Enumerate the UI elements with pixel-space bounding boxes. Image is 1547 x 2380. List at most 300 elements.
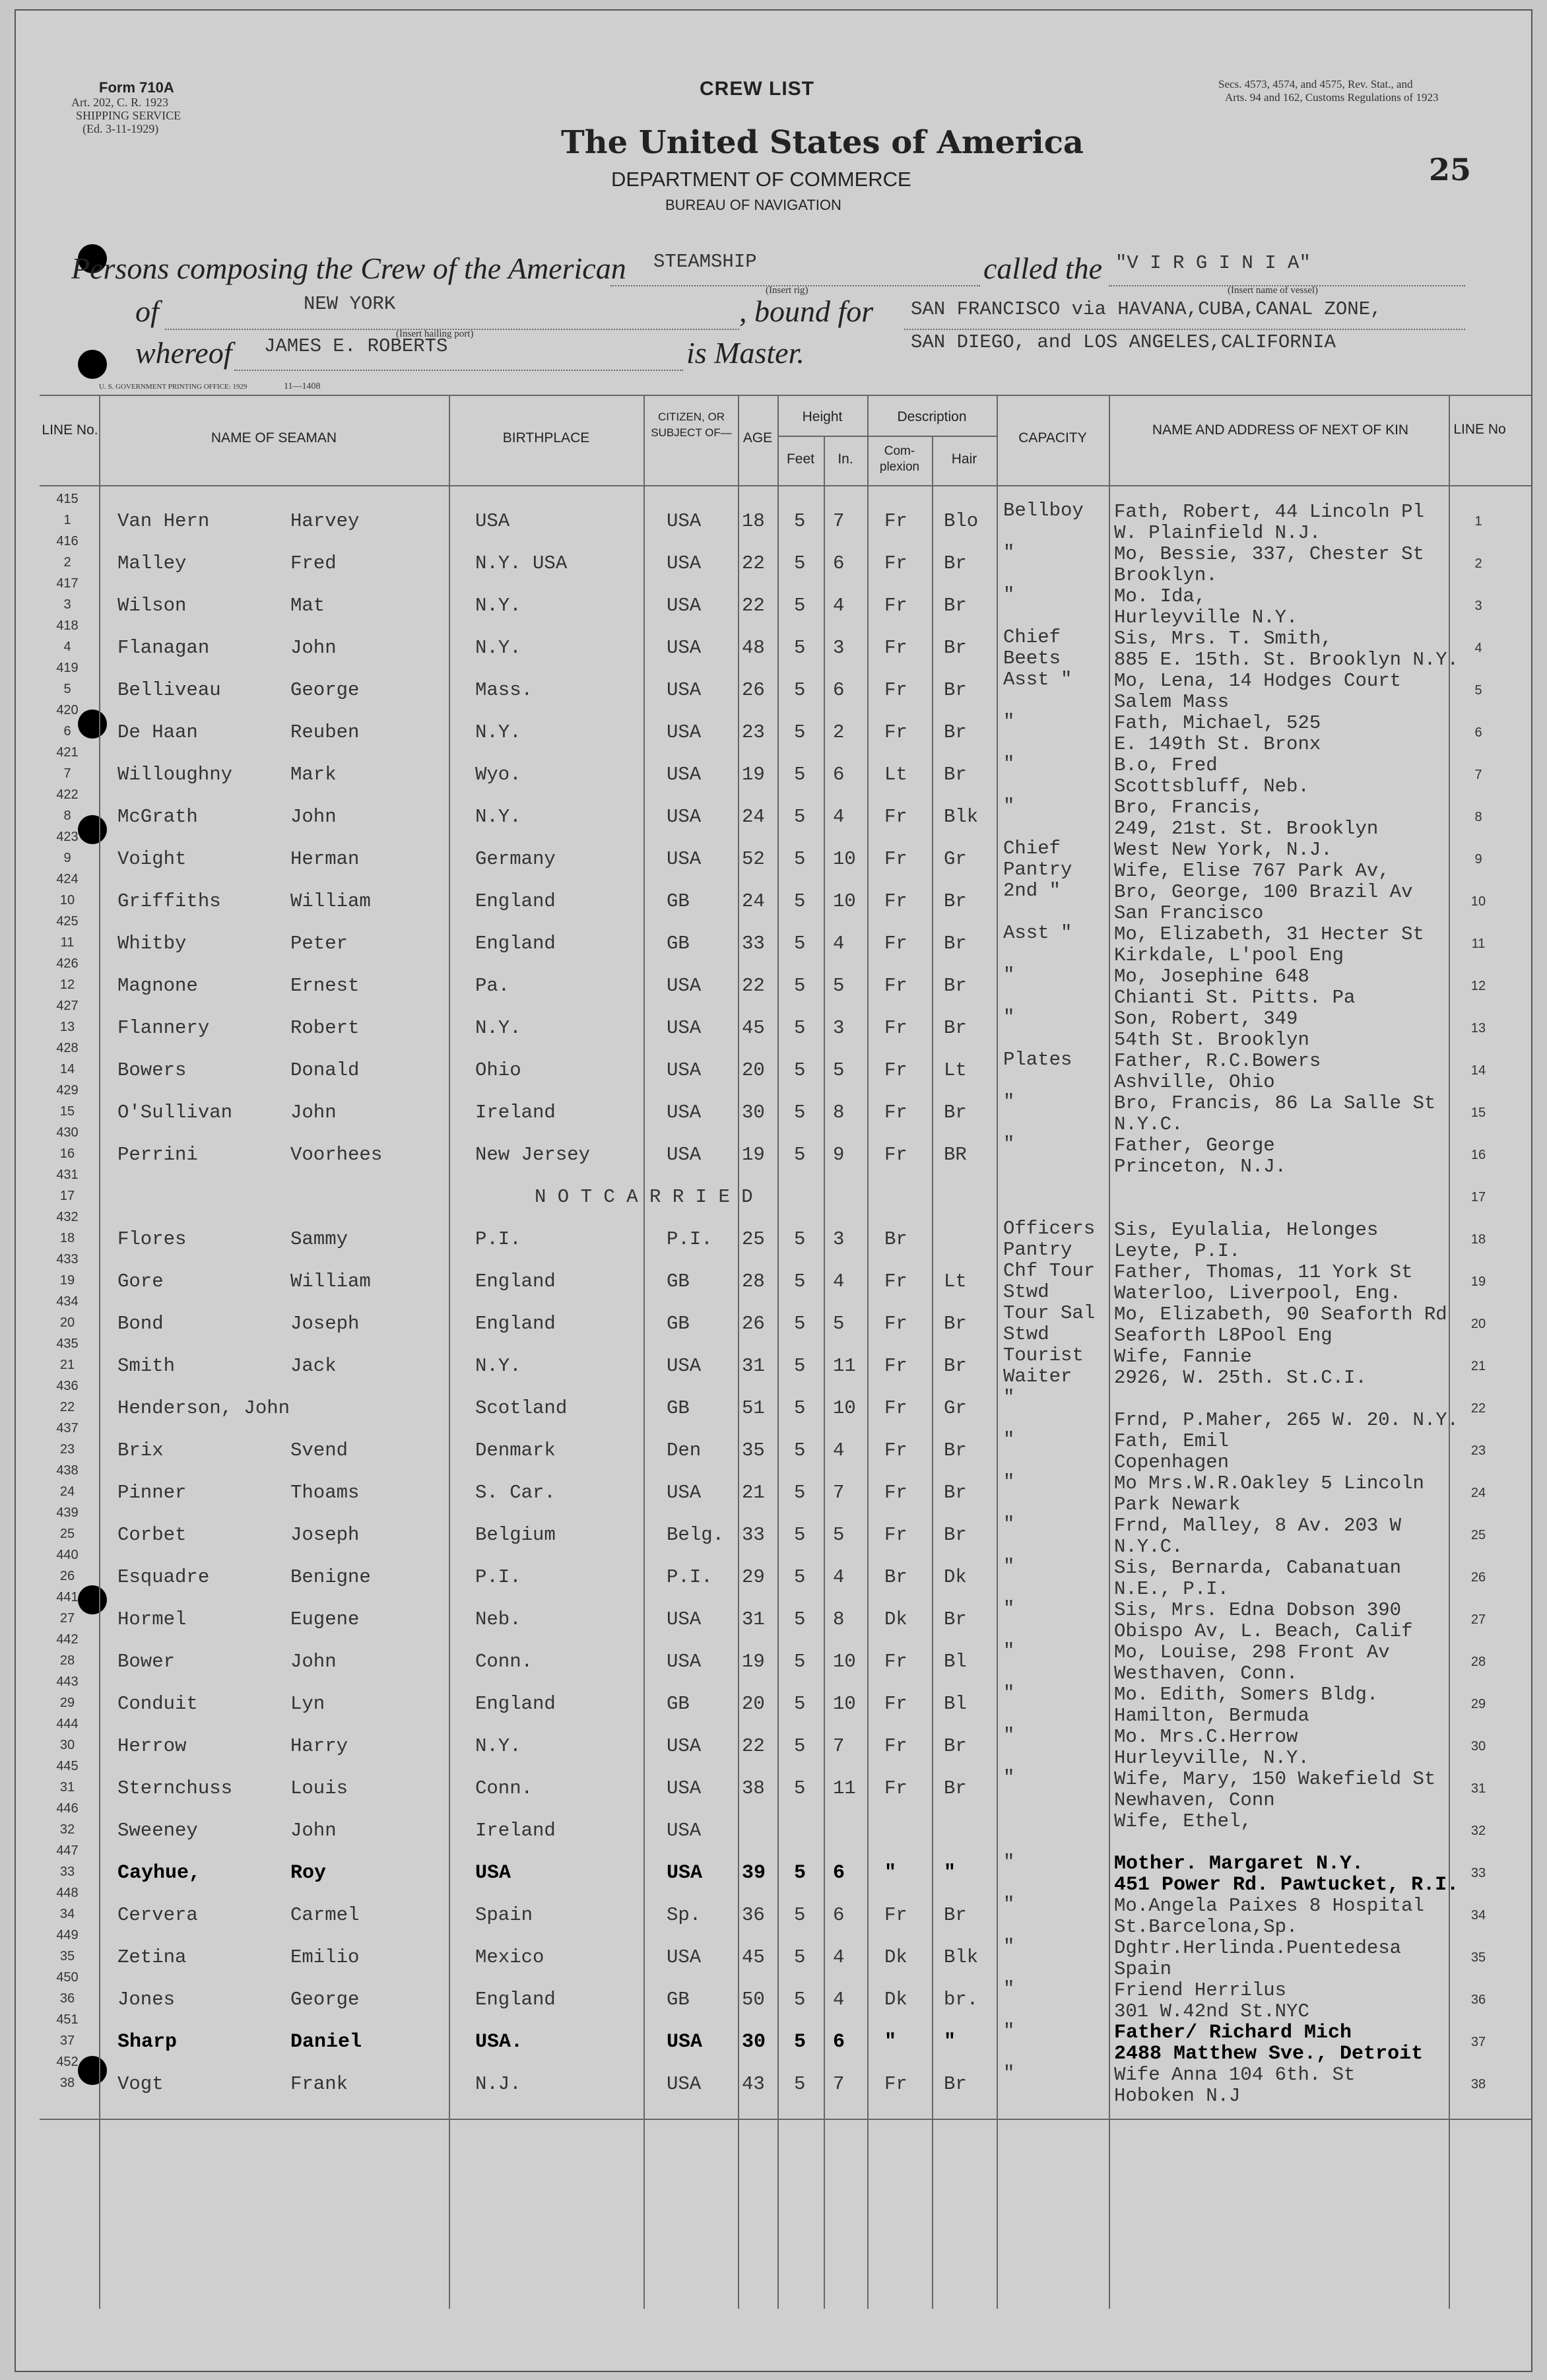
line-number-right: 26 — [1470, 1570, 1486, 1585]
line-number-right: 21 — [1470, 1359, 1486, 1373]
crew-height-inches: 11 — [833, 1355, 856, 1377]
crew-complexion: Dk — [884, 1946, 907, 1968]
crew-surname: Conduit — [117, 1693, 198, 1715]
next-of-kin-name: Sis, Eyulalia, Helonges — [1114, 1219, 1379, 1241]
crew-surname: Herrow — [117, 1735, 187, 1757]
line-number: 18 — [59, 1231, 75, 1245]
crew-given-name: Voorhees — [290, 1144, 383, 1166]
crew-complexion: Fr — [884, 2073, 907, 2095]
next-of-kin-name: Mother. Margaret N.Y. — [1114, 1853, 1364, 1875]
next-of-kin-name: Father, George — [1114, 1135, 1275, 1156]
crew-capacity: " — [1003, 1387, 1015, 1408]
next-of-kin-address: St.Barcelona,Sp. — [1114, 1916, 1298, 1938]
crew-height-feet: 5 — [794, 1989, 806, 2010]
crew-capacity: " — [1003, 711, 1015, 733]
crew-age: 23 — [742, 721, 765, 743]
line-sequence-number: 447 — [56, 1843, 79, 1858]
line-number: 27 — [59, 1611, 75, 1626]
crew-complexion: Fr — [884, 595, 907, 616]
crew-birthplace: Scotland — [475, 1397, 568, 1419]
crew-capacity: " — [1003, 1682, 1015, 1704]
crew-surname: Perrini — [117, 1144, 198, 1166]
line-number-right: 29 — [1470, 1697, 1486, 1711]
crew-surname: Pinner — [117, 1482, 187, 1504]
crew-capacity: " — [1003, 1767, 1015, 1789]
crew-capacity-line-2: Waiter — [1003, 1366, 1072, 1387]
crew-complexion: Fr — [884, 848, 907, 870]
line-number: 37 — [59, 2033, 75, 2048]
crew-height-inches: 3 — [833, 1228, 845, 1250]
line-sequence-number: 448 — [56, 1886, 79, 1900]
page-number: 25 — [1429, 152, 1472, 187]
printing-office: U. S. GOVERNMENT PRINTING OFFICE: 1929 — [99, 383, 247, 391]
crew-given-name: John — [290, 1102, 337, 1123]
next-of-kin-name: Fath, Michael, 525 — [1114, 712, 1321, 734]
crew-surname: Flanagan — [117, 637, 210, 659]
crew-capacity: 2nd " — [1003, 880, 1061, 902]
header-line-no-right: LINE No — [1453, 422, 1506, 437]
next-of-kin-name: Mo, Elizabeth, 90 Seaforth Rd — [1114, 1304, 1447, 1325]
crew-height-inches: 5 — [833, 1313, 845, 1335]
crew-birthplace: Conn. — [475, 1777, 533, 1799]
vessel-type: STEAMSHIP — [653, 251, 757, 273]
next-of-kin-name: Mo, Elizabeth, 31 Hecter St — [1114, 923, 1424, 945]
crew-given-name: Jack — [290, 1355, 337, 1377]
crew-given-name: Mat — [290, 595, 325, 616]
next-of-kin-address: Scottsbluff, Neb. — [1114, 776, 1309, 797]
next-of-kin-name: Mo, Louise, 298 Front Av — [1114, 1641, 1390, 1663]
crew-birthplace: England — [475, 1989, 556, 2010]
crew-birthplace: N.Y. — [475, 637, 521, 659]
crew-height-feet: 5 — [794, 1482, 806, 1504]
line-sequence-number: 424 — [56, 872, 79, 886]
crew-surname: McGrath — [117, 806, 198, 828]
line-sequence-number: 432 — [56, 1210, 79, 1224]
crew-height-feet: 5 — [794, 1651, 806, 1672]
next-of-kin-address: N.Y.C. — [1114, 1113, 1183, 1135]
crew-capacity: " — [1003, 1429, 1015, 1451]
crew-birthplace: N.Y. USA — [475, 552, 568, 574]
line-number-right: 1 — [1474, 514, 1482, 529]
crew-citizenship: USA — [667, 679, 702, 701]
crew-surname: Cervera — [117, 1904, 198, 1926]
header-name: NAME OF SEAMAN — [211, 430, 337, 446]
crew-height-inches: 3 — [833, 637, 845, 659]
line-number: 21 — [59, 1358, 75, 1372]
crew-complexion: Fr — [884, 510, 907, 532]
insert-port-note: (Insert hailing port) — [396, 329, 474, 339]
next-of-kin-address: 54th St. Brooklyn — [1114, 1029, 1309, 1051]
line-sequence-number: 439 — [56, 1505, 79, 1520]
crew-birthplace: Ohio — [475, 1059, 521, 1081]
form-arts: Arts. 94 and 162, Customs Regulations of 1923 — [1225, 91, 1439, 104]
crew-citizenship: USA — [667, 1651, 702, 1672]
crew-complexion: Dk — [884, 1989, 907, 2010]
crew-citizenship: USA — [667, 975, 702, 997]
line-number: 16 — [59, 1146, 75, 1161]
line-sequence-number: 421 — [56, 745, 79, 760]
header-citizen: CITIZEN, OR SUBJECT OF— — [651, 411, 732, 439]
crew-birthplace: P.I. — [475, 1228, 521, 1250]
crew-height-feet: 5 — [794, 933, 806, 954]
crew-complexion: Fr — [884, 975, 907, 997]
crew-hair: Blk — [944, 1946, 979, 1968]
line-number-right: 9 — [1474, 852, 1482, 867]
insert-rig-note: (Insert rig) — [766, 285, 808, 296]
crew-hair: Br — [944, 552, 967, 574]
crew-surname: Zetina — [117, 1946, 187, 1968]
crew-height-inches: 5 — [833, 1524, 845, 1546]
crew-hair: Br — [944, 595, 967, 616]
crew-height-inches: 8 — [833, 1608, 845, 1630]
line-number: 29 — [59, 1696, 75, 1710]
line-sequence-number: 437 — [56, 1421, 79, 1436]
line-sequence-number: 438 — [56, 1463, 79, 1478]
crew-age: 29 — [742, 1566, 765, 1588]
line-number-right: 18 — [1470, 1232, 1486, 1247]
crew-given-name: Roy — [290, 1862, 327, 1884]
crew-citizenship: USA — [667, 2031, 703, 2053]
crew-surname: O'Sullivan — [117, 1102, 233, 1123]
crew-birthplace: N.Y. — [475, 721, 521, 743]
crew-citizenship: USA — [667, 848, 702, 870]
next-of-kin-name: Sis, Bernarda, Cabanatuan — [1114, 1557, 1402, 1579]
crew-birthplace: N.Y. — [475, 1017, 521, 1039]
crew-age: 22 — [742, 1735, 765, 1757]
crew-height-feet: 5 — [794, 1102, 806, 1123]
crew-capacity: " — [1003, 584, 1015, 606]
crew-capacity: " — [1003, 1556, 1015, 1577]
crew-birthplace: N.Y. — [475, 1355, 521, 1377]
next-of-kin-address: Westhaven, Conn. — [1114, 1663, 1298, 1684]
crew-hair: " — [944, 2031, 956, 2053]
next-of-kin-name: Bro, Francis, — [1114, 797, 1264, 818]
crew-height-feet: 5 — [794, 764, 806, 785]
crew-hair: Br — [944, 637, 967, 659]
line-number-right: 5 — [1474, 683, 1482, 698]
line-sequence-number: 449 — [56, 1928, 79, 1942]
next-of-kin-name: West New York, N.J. — [1114, 839, 1333, 861]
crew-citizenship: USA — [667, 1059, 702, 1081]
next-of-kin-address: Salem Mass — [1114, 691, 1230, 713]
header-next-of-kin: NAME AND ADDRESS OF NEXT OF KIN — [1152, 422, 1409, 438]
line-sequence-number: 430 — [56, 1125, 79, 1140]
crew-age: 35 — [742, 1439, 765, 1461]
crew-age: 28 — [742, 1271, 765, 1292]
crew-citizenship: USA — [667, 637, 702, 659]
crew-given-name: John — [290, 1820, 337, 1841]
crew-surname: Sharp — [117, 2031, 178, 2053]
crew-complexion: Br — [884, 1566, 907, 1588]
destination-line-2: SAN DIEGO, and LOS ANGELES,CALIFORNIA — [911, 331, 1336, 353]
crew-citizenship: GB — [667, 1989, 690, 2010]
next-of-kin-address: Brooklyn. — [1114, 564, 1218, 586]
crew-hair: Blk — [944, 806, 979, 828]
crew-height-inches: 11 — [833, 1777, 856, 1799]
crew-age: 30 — [742, 2031, 766, 2053]
crew-surname: Flannery — [117, 1017, 210, 1039]
crew-capacity: " — [1003, 753, 1015, 775]
crew-capacity: " — [1003, 542, 1015, 564]
crew-complexion: " — [884, 2031, 897, 2053]
crew-complexion: Fr — [884, 806, 907, 828]
crew-hair: Br — [944, 1439, 967, 1461]
line-number: 34 — [59, 1907, 75, 1921]
line-sequence-number: 444 — [56, 1717, 79, 1731]
crew-age: 33 — [742, 1524, 765, 1546]
crew-complexion: Fr — [884, 1735, 907, 1757]
destination-line-1: SAN FRANCISCO via HAVANA,CUBA,CANAL ZONE, — [911, 298, 1382, 320]
crew-hair: Lt — [944, 1271, 967, 1292]
line-number: 26 — [59, 1569, 75, 1583]
crew-capacity: " — [1003, 1978, 1015, 2000]
crew-capacity: Asst " — [1003, 669, 1072, 690]
crew-height-feet: 5 — [794, 1059, 806, 1081]
line-number-right: 31 — [1470, 1781, 1486, 1796]
crew-capacity: " — [1003, 1471, 1015, 1493]
crew-height-inches: 4 — [833, 595, 845, 616]
line-number-right: 4 — [1474, 641, 1482, 655]
crew-citizenship: USA — [667, 1777, 702, 1799]
header-line-no: LINE No. — [42, 422, 98, 438]
crew-age: 19 — [742, 764, 765, 785]
crew-capacity-line-2: Pantry — [1003, 859, 1072, 880]
crew-birthplace: Denmark — [475, 1439, 556, 1461]
line-number: 33 — [59, 1865, 75, 1879]
master-name: JAMES E. ROBERTS — [264, 335, 448, 357]
crew-surname: Bond — [117, 1313, 164, 1335]
line-number: 12 — [59, 977, 75, 992]
crew-birthplace: England — [475, 933, 556, 954]
crew-height-feet: 5 — [794, 1693, 806, 1715]
crew-height-inches: 10 — [833, 1693, 856, 1715]
header-hair: Hair — [951, 451, 977, 467]
crew-capacity: " — [1003, 1851, 1015, 1873]
crew-capacity: Chf Tour — [1003, 1260, 1096, 1282]
crew-capacity: " — [1003, 795, 1015, 817]
crew-height-feet: 5 — [794, 637, 806, 659]
crew-capacity: " — [1003, 1640, 1015, 1662]
crew-citizenship: GB — [667, 890, 690, 912]
next-of-kin-address: Copenhagen — [1114, 1451, 1230, 1473]
crew-age: 26 — [742, 1313, 765, 1335]
line-number-right: 36 — [1470, 1993, 1486, 2007]
crew-citizenship: GB — [667, 933, 690, 954]
crew-given-name: Frank — [290, 2073, 348, 2095]
crew-birthplace: Mass. — [475, 679, 533, 701]
line-number-right: 27 — [1470, 1612, 1486, 1627]
crew-age: 24 — [742, 806, 765, 828]
next-of-kin-address: Kirkdale, L'pool Eng — [1114, 944, 1344, 966]
crew-height-feet: 5 — [794, 510, 806, 532]
crew-capacity: " — [1003, 1133, 1015, 1155]
line-number: 14 — [59, 1062, 75, 1076]
crew-hair: Br — [944, 890, 967, 912]
crew-hair: Gr — [944, 1397, 967, 1419]
crew-birthplace: S. Car. — [475, 1482, 556, 1504]
crew-birthplace: N O T C A R R I E D — [535, 1186, 753, 1208]
crew-birthplace: Belgium — [475, 1524, 556, 1546]
crew-surname: Hormel — [117, 1608, 187, 1630]
crew-height-feet: 5 — [794, 1904, 806, 1926]
next-of-kin-name: Father/ Richard Mich — [1114, 2022, 1352, 2044]
line-number-right: 2 — [1474, 556, 1482, 571]
crew-citizenship: USA — [667, 1735, 702, 1757]
crew-surname: Malley — [117, 552, 187, 574]
next-of-kin-address: Wife, Elise 767 Park Av, — [1114, 860, 1390, 882]
crew-height-feet: 5 — [794, 975, 806, 997]
crew-capacity-line-2: Beets — [1003, 647, 1061, 669]
crew-complexion: Fr — [884, 1271, 907, 1292]
line-sequence-number: 435 — [56, 1337, 79, 1351]
line-number: 10 — [59, 893, 75, 908]
crew-citizenship: USA — [667, 1017, 702, 1039]
crew-hair: Br — [944, 1735, 967, 1757]
next-of-kin-name: Father, Thomas, 11 York St — [1114, 1261, 1413, 1283]
crew-surname: Bower — [117, 1651, 176, 1672]
crew-height-feet: 5 — [794, 1271, 806, 1292]
crew-capacity: " — [1003, 1894, 1015, 1915]
crew-birthplace: N.Y. — [475, 595, 521, 616]
crew-given-name: Louis — [290, 1777, 348, 1799]
crew-given-name: Peter — [290, 933, 348, 954]
crew-surname: Griffiths — [117, 890, 221, 912]
crew-birthplace: England — [475, 1313, 556, 1335]
crew-height-inches: 6 — [833, 679, 845, 701]
crew-given-name: William — [290, 890, 371, 912]
crew-height-feet: 5 — [794, 1355, 806, 1377]
next-of-kin-name: Mo.Angela Paixes 8 Hospital — [1114, 1895, 1424, 1917]
crew-height-inches: 8 — [833, 1102, 845, 1123]
crew-height-inches: 4 — [833, 1271, 845, 1292]
crew-citizenship: Belg. — [667, 1524, 725, 1546]
crew-height-feet: 5 — [794, 848, 806, 870]
crew-hair: Br — [944, 1017, 967, 1039]
crew-given-name: Thoams — [290, 1482, 360, 1504]
header-height: Height — [802, 409, 843, 424]
crew-age: 43 — [742, 2073, 765, 2095]
crew-given-name: Donald — [290, 1059, 360, 1081]
next-of-kin-address: Frnd, P.Maher, 265 W. 20. N.Y. — [1114, 1409, 1459, 1431]
crew-given-name: John — [290, 637, 337, 659]
hailing-port: NEW YORK — [304, 293, 396, 315]
crew-height-feet: 5 — [794, 1946, 806, 1968]
line-number-right: 7 — [1474, 768, 1482, 782]
line-sequence-number: 433 — [56, 1252, 79, 1267]
crew-height-inches: 10 — [833, 890, 856, 912]
crew-citizenship: USA — [667, 806, 702, 828]
next-of-kin-address: N.Y.C. — [1114, 1536, 1183, 1558]
crew-age: 45 — [742, 1946, 765, 1968]
crew-hair: Br — [944, 2073, 967, 2095]
crew-complexion: Fr — [884, 679, 907, 701]
line-number: 20 — [59, 1315, 75, 1330]
crew-citizenship: P.I. — [667, 1228, 713, 1250]
next-of-kin-name: Mo. Edith, Somers Bldg. — [1114, 1684, 1379, 1705]
crew-surname: Flores — [117, 1228, 187, 1250]
line-number-right: 13 — [1470, 1021, 1486, 1036]
line-number-right: 8 — [1474, 810, 1482, 824]
crew-surname: Corbet — [117, 1524, 187, 1546]
crew-given-name: Mark — [290, 764, 337, 785]
crew-birthplace: Pa. — [475, 975, 510, 997]
line-sequence-number: 428 — [56, 1041, 79, 1055]
next-of-kin-address: Obispo Av, L. Beach, Calif — [1114, 1620, 1413, 1642]
bureau: BUREAU OF NAVIGATION — [665, 197, 841, 213]
next-of-kin-address: San Francisco — [1114, 902, 1264, 924]
crew-age: 51 — [742, 1397, 765, 1419]
crew-hair: " — [944, 1862, 956, 1884]
line-number-right: 32 — [1470, 1824, 1486, 1838]
line-number: 24 — [59, 1484, 75, 1499]
crew-surname: Sternchuss — [117, 1777, 233, 1799]
next-of-kin-address: Hurleyville, N.Y. — [1114, 1747, 1309, 1769]
next-of-kin-address: Hurleyville N.Y. — [1114, 607, 1298, 628]
crew-complexion: Lt — [884, 764, 907, 785]
crew-given-name: Svend — [290, 1439, 348, 1461]
crew-age: 22 — [742, 595, 765, 616]
of-text: of — [135, 294, 159, 328]
crew-height-feet: 5 — [794, 1566, 806, 1588]
next-of-kin-name: Mo. Ida, — [1114, 585, 1206, 607]
line-number-right: 25 — [1470, 1528, 1486, 1542]
crew-complexion: Fr — [884, 1439, 907, 1461]
crew-complexion: Fr — [884, 1693, 907, 1715]
crew-age: 33 — [742, 933, 765, 954]
crew-complexion: Fr — [884, 1482, 907, 1504]
crew-birthplace: Ireland — [475, 1102, 556, 1123]
crew-capacity: Officers — [1003, 1218, 1096, 1240]
crew-age: 25 — [742, 1228, 765, 1250]
crew-height-inches: 7 — [833, 1482, 845, 1504]
crew-complexion: Fr — [884, 1524, 907, 1546]
crew-age: 48 — [742, 637, 765, 659]
crew-given-name: Lyn — [290, 1693, 325, 1715]
line-sequence-number: 440 — [56, 1548, 79, 1562]
next-of-kin-name: Fath, Emil — [1114, 1430, 1230, 1452]
crew-given-name: Reuben — [290, 721, 360, 743]
crew-hair: BR — [944, 1144, 967, 1166]
line-number-right: 3 — [1474, 599, 1482, 613]
next-of-kin-name: Sis, Mrs. Edna Dobson 390 — [1114, 1599, 1402, 1621]
crew-complexion: Fr — [884, 1313, 907, 1335]
crew-birthplace: Neb. — [475, 1608, 521, 1630]
line-sequence-number: 441 — [56, 1590, 79, 1604]
crew-age: 52 — [742, 848, 765, 870]
crew-age: 36 — [742, 1904, 765, 1926]
crew-birthplace: England — [475, 1693, 556, 1715]
crew-height-inches: 10 — [833, 1651, 856, 1672]
crew-height-feet: 5 — [794, 1313, 806, 1335]
crew-hair: Bl — [944, 1651, 967, 1672]
line-number-right: 33 — [1470, 1866, 1486, 1880]
next-of-kin-name: B.o, Fred — [1114, 754, 1218, 776]
crew-age: 31 — [742, 1608, 765, 1630]
crew-citizenship: USA — [667, 1862, 703, 1884]
punch-hole — [78, 350, 107, 379]
crew-capacity: " — [1003, 1091, 1015, 1113]
crew-age: 18 — [742, 510, 765, 532]
crew-height-feet: 5 — [794, 679, 806, 701]
form-edition: (Ed. 3-11-1929) — [82, 122, 159, 135]
next-of-kin-name: Son, Robert, 349 — [1114, 1008, 1298, 1030]
next-of-kin-address: 301 W.42nd St.NYC — [1114, 2000, 1309, 2022]
crew-surname: Bowers — [117, 1059, 187, 1081]
next-of-kin-name: Wife Anna 104 6th. St — [1114, 2064, 1356, 2086]
crew-age: 20 — [742, 1059, 765, 1081]
crew-citizenship: GB — [667, 1271, 690, 1292]
crew-given-name: Joseph — [290, 1524, 360, 1546]
